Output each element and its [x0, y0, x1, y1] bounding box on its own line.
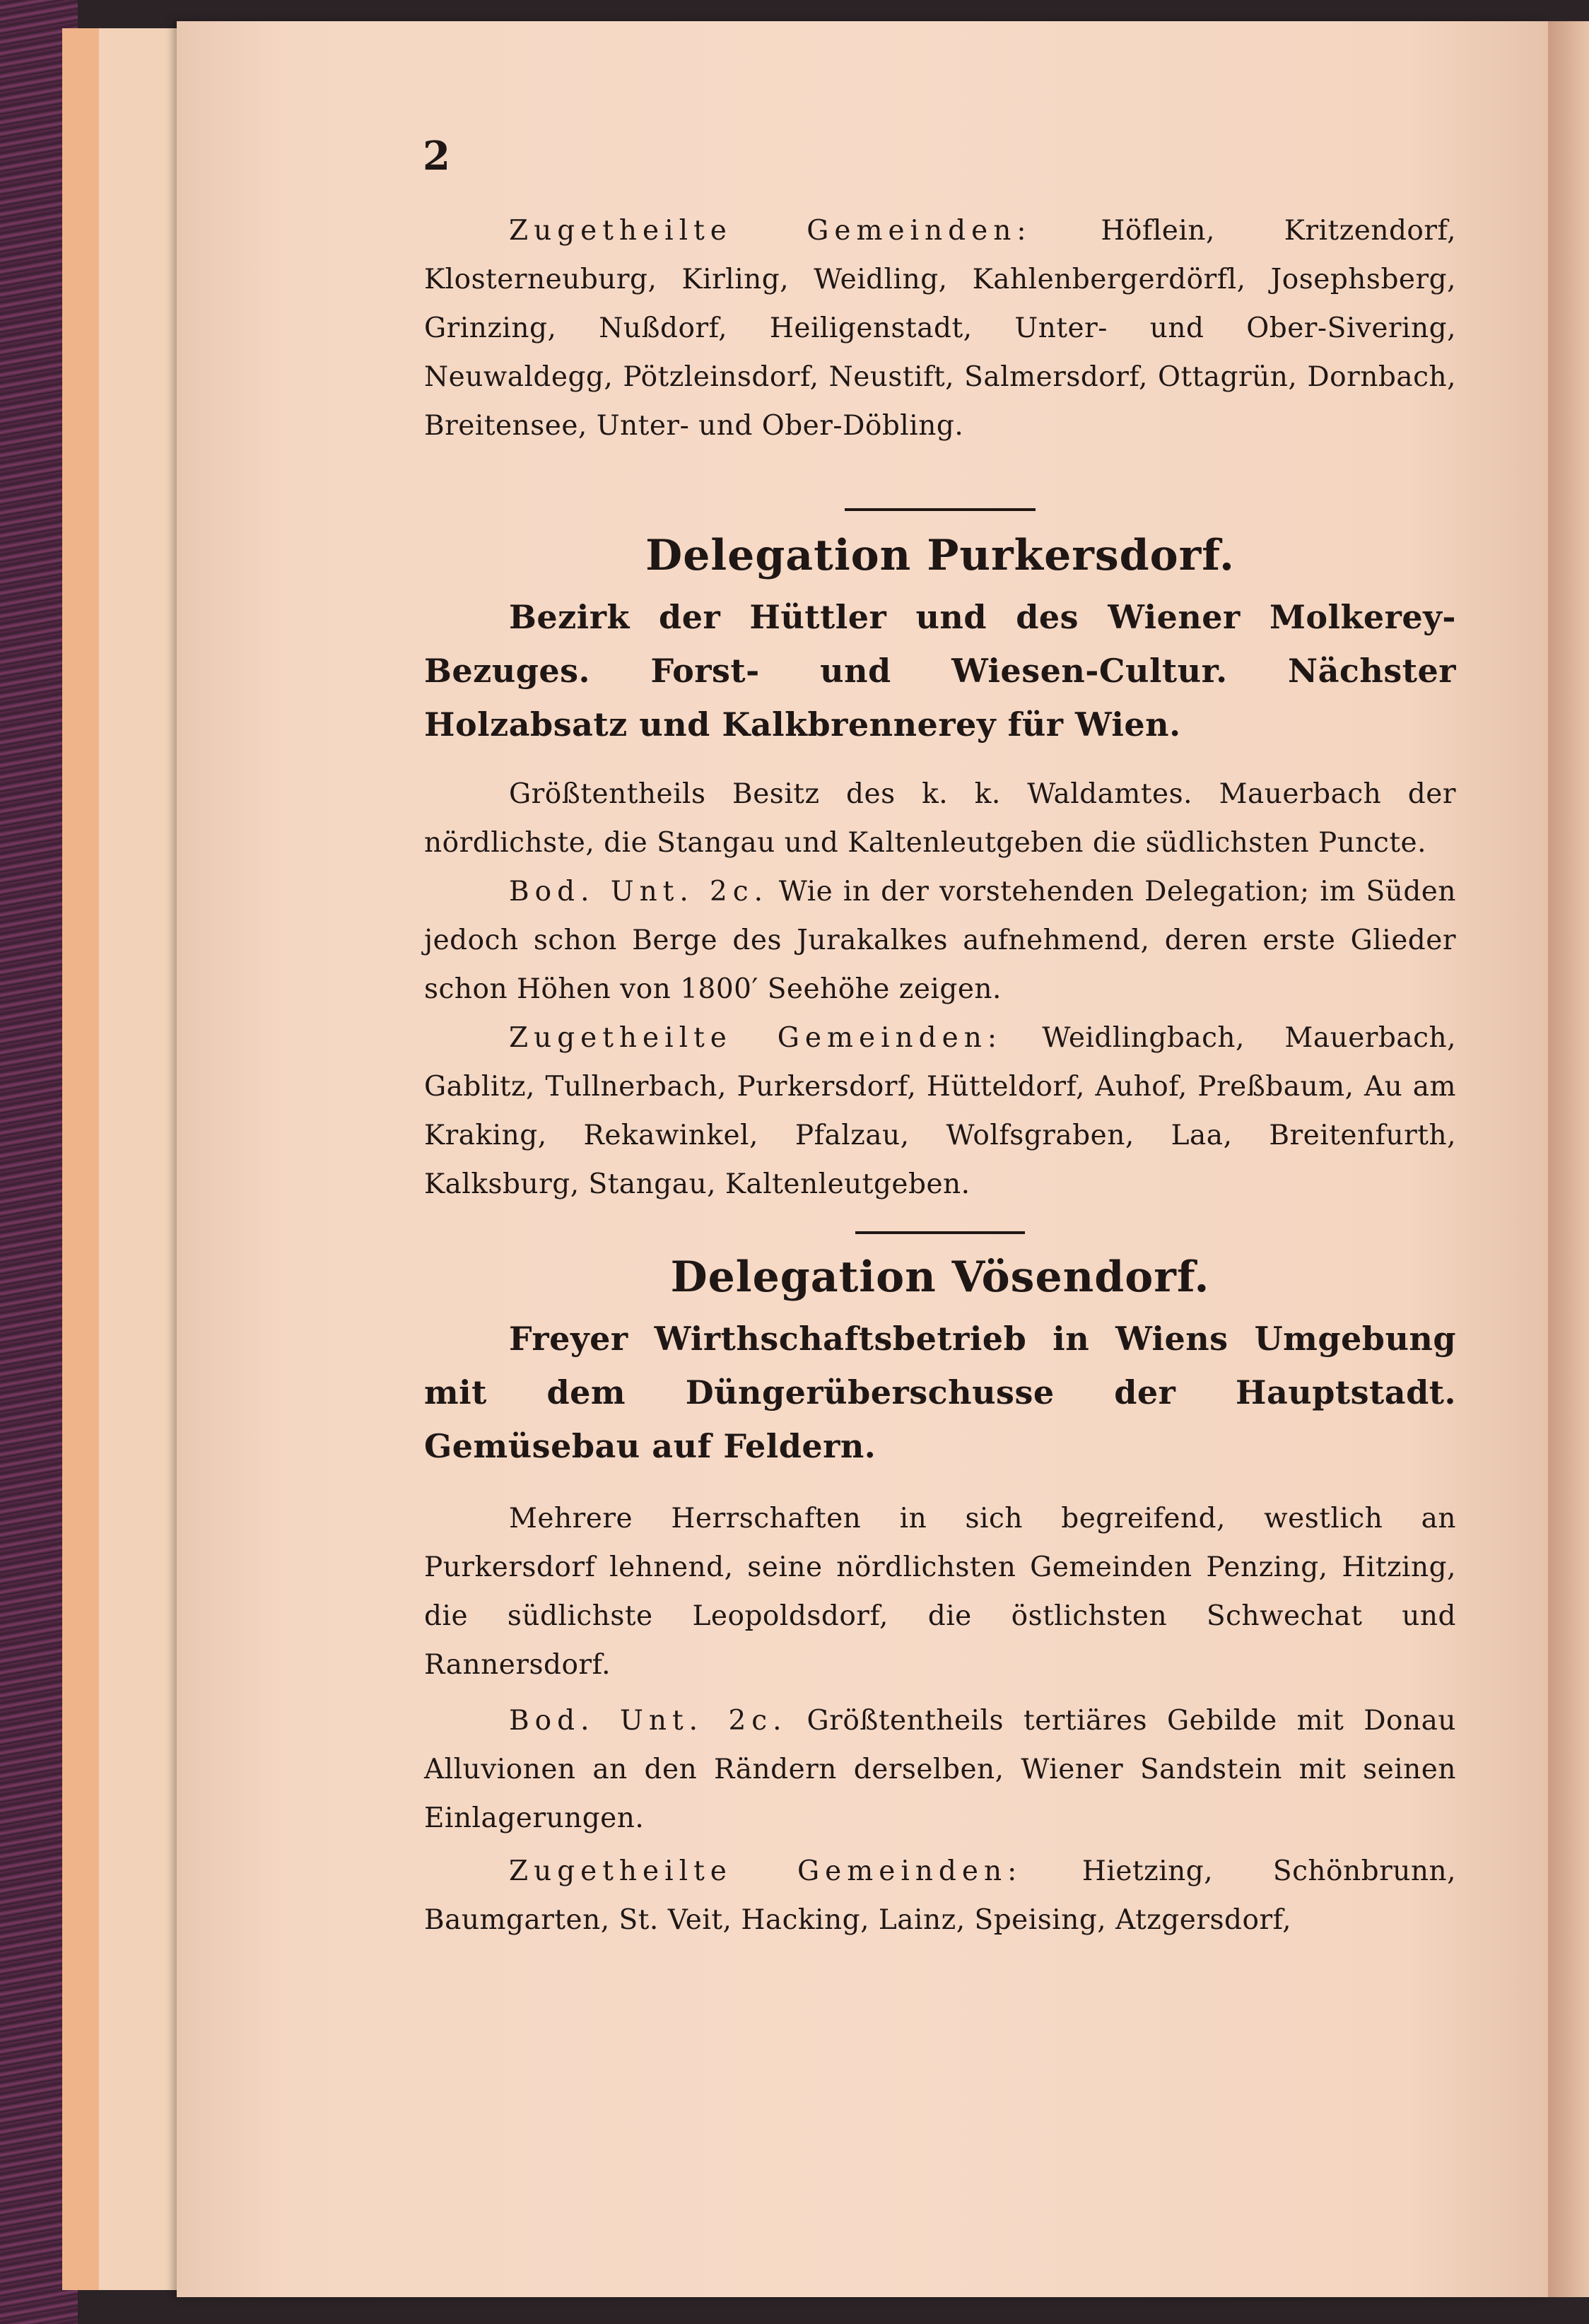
paragraph-label: Zugetheilte Gemeinden:: [509, 1022, 1002, 1054]
section-divider: [845, 508, 1036, 511]
paragraph-text: Höflein, Kritzendorf, Klosterneuburg, Kirling, Weidling, Kahlenbergerdörfl, Josephsberg, Grinzing, Nußdorf, Heiligenstadt, Unter- und Ober-Sivering, Neuwaldegg, Pötzleinsdorf, Neustift, Salmersdorf, Ottagrün, Dornbach, Breitensee, Unter- und Ober-Döbling.: [424, 215, 1456, 442]
paragraph-communities-voesendorf: [424, 1847, 1456, 1944]
facing-page-edge: [1548, 21, 1589, 2297]
paragraph-text: Weidlingbach, Mauerbach, Gablitz, Tullnerbach, Purkersdorf, Hütteldorf, Auhof, Preßbaum, Au am Kraking, Rekawinkel, Pfalzau, Wolfsgraben, Laa, Breitenfurth, Kalksburg, Stangau, Kaltenleutgeben.: [424, 1022, 1456, 1200]
paragraph-communities-purkersdorf: [424, 1014, 1456, 1209]
paragraph-continued-communities: [424, 206, 1456, 450]
paragraph-label: Bod. Unt. 2c.: [509, 1705, 787, 1737]
section-divider: [855, 1231, 1025, 1234]
section-heading-purkersdorf: Delegation Purkersdorf.: [645, 531, 1235, 580]
paragraph-text: Größtentheils tertiäres Gebilde mit Donau Alluvionen an den Rändern derselben, Wiener Sandstein mit seinen Einlagerungen.: [424, 1705, 1456, 1834]
page-number: 2: [423, 133, 450, 180]
section-heading-voesendorf: Delegation Vösendorf.: [670, 1252, 1210, 1302]
page-content: [424, 127, 1456, 1944]
paragraph-text: Wie in der vorstehenden Delegation; im Süden jedoch schon Berge des Jurakalkes aufnehmend, deren erste Glieder schon Höhen von 1800′ Seehöhe zeigen.: [424, 876, 1456, 1005]
paragraph-label: Bod. Unt. 2c.: [509, 876, 769, 908]
paragraph-soil-voesendorf: [424, 1696, 1456, 1843]
paragraph-text: Hietzing, Schönbrunn, Baumgarten, St. Veit, Hacking, Lainz, Speising, Atzgersdorf,: [424, 1855, 1456, 1936]
paragraph-label: Zugetheilte Gemeinden:: [509, 1855, 1023, 1887]
paragraph-soil-purkersdorf: [424, 867, 1456, 1014]
section-lead-voesendorf: Freyer Wirthschaftsbetrieb in Wiens Umgebung mit dem Düngerüberschusse der Hauptstadt. Gemüsebau auf Feldern.: [424, 1320, 1456, 1465]
paragraph-location-voesendorf: Mehrere Herrschaften in sich begreifend, westlich an Purkersdorf lehnend, seine nördlichsten Gemeinden Penzing, Hitzing, die südlichste Leopoldsdorf, die östlichsten Schwechat und Rannersdorf.: [424, 1503, 1456, 1681]
section-lead-purkersdorf: Bezirk der Hüttler und des Wiener Molkerey-Bezuges. Forst- und Wiesen-Cultur. Nächster Holzabsatz und Kalkbrennerey für Wien.: [424, 598, 1456, 744]
paragraph-label: Zugetheilte Gemeinden:: [509, 215, 1032, 247]
paragraph-ownership-purkersdorf: Größtentheils Besitz des k. k. Waldamtes. Mauerbach der nördlichste, die Stangau und Kaltenleutgeben die südlichsten Puncte.: [424, 778, 1456, 859]
